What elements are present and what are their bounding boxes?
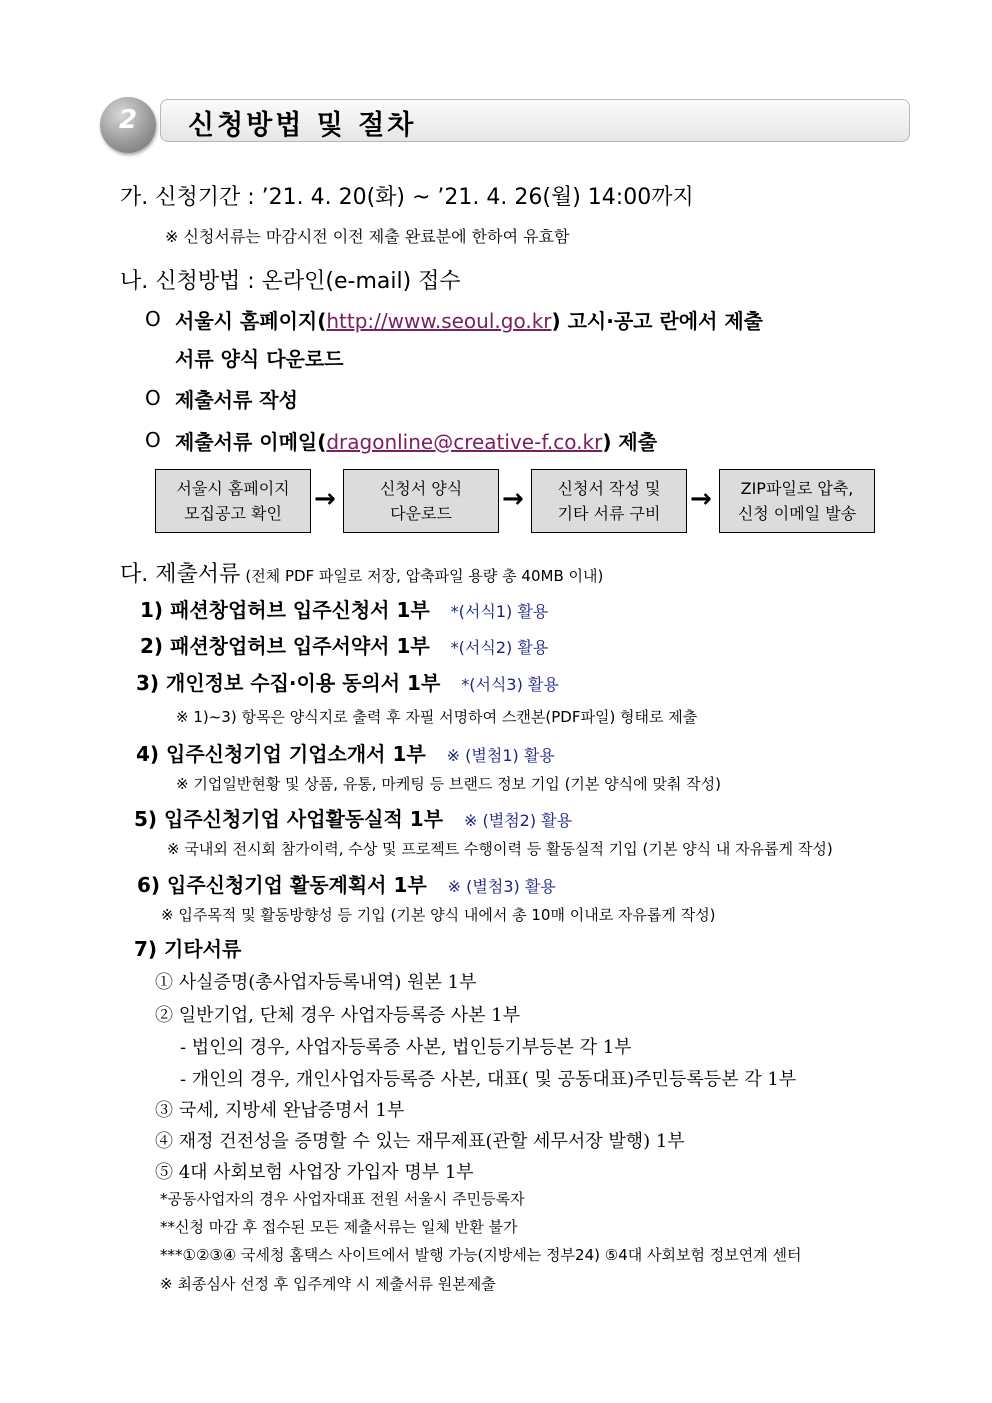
bullet: O <box>145 386 161 410</box>
doc-item-6-text: 6) 입주신청기업 활동계획서 1부 <box>137 873 427 897</box>
flow-arrow-icon: → <box>502 484 524 514</box>
doc-item-3-note: ※ 1)~3) 항목은 양식지로 출력 후 자필 서명하여 스캔본(PDF파일) 형태로 제출 <box>176 708 698 726</box>
doc-item-2-ref: *(서식2) 활용 <box>450 638 549 657</box>
etc-doc-1: ① 사실증명(총사업자등록내역) 원본 1부 <box>155 972 477 993</box>
etc-doc-4: ④ 재정 건전성을 증명할 수 있는 재무제표(관할 세무서장 발행) 1부 <box>155 1131 685 1152</box>
flow-step-4 <box>719 469 875 533</box>
documents-heading: 다. 제출서류 <box>120 562 241 587</box>
doc-item-1-text: 1) 패션창업허브 입주신청서 1부 <box>140 598 430 622</box>
flow-arrow-icon: → <box>314 484 336 514</box>
flow-step-1-line2: 모집공고 확인 <box>184 504 282 523</box>
doc-item-5 <box>134 803 572 832</box>
doc-item-6-note: ※ 입주목적 및 활동방향성 등 기입 (기본 양식 내에서 총 10매 이내로 자유롭게 작성) <box>161 906 716 924</box>
documents-heading-note: (전체 PDF 파일로 저장, 압축파일 용량 총 40MB 이내) <box>245 567 604 585</box>
doc-item-4-note: ※ 기업일반현황 및 상품, 유통, 마케팅 등 브랜드 정보 기입 (기본 양식에 맞춰 작성) <box>176 775 721 793</box>
etc-doc-3: ③ 국세, 지방세 완납증명서 1부 <box>155 1100 405 1121</box>
bullet: O <box>145 428 161 452</box>
documents-heading-row <box>120 557 603 588</box>
method-item-email <box>175 426 657 455</box>
flow-step-2-line1: 신청서 양식 <box>379 479 463 498</box>
flow-step-2-line2: 다운로드 <box>390 504 452 523</box>
method-item-homepage-prefix: 서울시 홈페이지( <box>175 309 327 333</box>
footnote-4: ※ 최종심사 선정 후 입주계약 시 제출서류 원본제출 <box>160 1275 496 1293</box>
doc-item-6-ref: ※ (별첨3) 활용 <box>447 877 556 896</box>
doc-item-5-ref: ※ (별첨2) 활용 <box>464 811 573 830</box>
doc-item-5-note: ※ 국내외 전시회 참가이력, 수상 및 프로젝트 수행이력 등 활동실적 기입 (기본 양식 내 자유롭게 작성) <box>167 840 833 858</box>
doc-item-2 <box>140 630 548 659</box>
method-item-homepage <box>175 305 763 334</box>
section-title: 신청방법 및 절차 <box>188 110 417 141</box>
doc-item-6 <box>137 869 556 898</box>
doc-item-1-ref: *(서식1) 활용 <box>450 602 549 621</box>
doc-item-3-ref: *(서식3) 활용 <box>461 675 559 694</box>
doc-item-4-ref: ※ (별첨1) 활용 <box>446 746 555 765</box>
etc-doc-2a: - 법인의 경우, 사업자등록증 사본, 법인등기부등본 각 1부 <box>180 1037 632 1058</box>
doc-item-1 <box>140 594 548 623</box>
doc-item-3-text: 3) 개인정보 수집·이용 동의서 1부 <box>136 671 441 695</box>
section-number-badge <box>100 97 156 153</box>
flow-step-4-line2: 신청 이메일 발송 <box>737 504 857 523</box>
flow-step-4-line1: ZIP파일로 압축, <box>740 479 854 498</box>
etc-doc-2b: - 개인의 경우, 개인사업자등록증 사본, 대표( 및 공동대표)주민등록등본 각 1부 <box>180 1069 797 1090</box>
footnote-3: ***①②③④ 국세청 홈택스 사이트에서 발행 가능(지방세는 정부24) ⑤4대 사회보험 정보연계 센터 <box>160 1246 802 1264</box>
method-item-email-prefix: 제출서류 이메일( <box>175 430 327 454</box>
doc-item-4 <box>136 738 555 767</box>
method-item-homepage-line2: 서류 양식 다운로드 <box>175 347 344 371</box>
flow-step-3-line2: 기타 서류 구비 <box>557 504 661 523</box>
doc-item-3 <box>136 667 559 696</box>
flow-step-1-line1: 서울시 홈페이지 <box>176 479 290 498</box>
method-item-homepage-suffix: ) 고시·공고 란에서 제출 <box>551 309 764 333</box>
bullet: O <box>145 307 161 331</box>
flow-step-1 <box>155 469 311 533</box>
etc-doc-2: ② 일반기업, 단체 경우 사업자등록증 사본 1부 <box>155 1005 521 1026</box>
footnote-1: *공동사업자의 경우 사업자대표 전원 서울시 주민등록자 <box>160 1190 525 1208</box>
flow-arrow-icon: → <box>690 484 712 514</box>
method-item-email-suffix: ) 제출 <box>602 430 658 454</box>
doc-item-5-text: 5) 입주신청기업 사업활동실적 1부 <box>134 807 444 831</box>
doc-item-2-text: 2) 패션창업허브 입주서약서 1부 <box>140 634 430 658</box>
flow-step-2 <box>343 469 499 533</box>
etc-doc-5: ⑤ 4대 사회보험 사업장 가입자 명부 1부 <box>155 1162 474 1183</box>
footnote-2: **신청 마감 후 접수된 모든 제출서류는 일체 반환 불가 <box>160 1218 518 1236</box>
submission-email-link[interactable]: dragonline@creative-f.co.kr <box>326 430 603 454</box>
flow-step-3 <box>531 469 687 533</box>
application-period-note: ※ 신청서류는 마감시전 이전 제출 완료분에 한하여 유효함 <box>165 227 570 246</box>
flow-step-3-line1: 신청서 작성 및 <box>557 479 661 498</box>
method-item-write: 제출서류 작성 <box>175 388 298 412</box>
seoul-homepage-link[interactable]: http://www.seoul.go.kr <box>326 309 552 333</box>
application-method-heading: 나. 신청방법 : 온라인(e-mail) 접수 <box>120 269 461 294</box>
doc-item-7: 7) 기타서류 <box>134 937 242 961</box>
doc-item-4-text: 4) 입주신청기업 기업소개서 1부 <box>136 742 426 766</box>
section-number: 2 <box>118 105 138 135</box>
application-period: 가. 신청기간 : ’21. 4. 20(화) ~ ’21. 4. 26(월) 14:00까지 <box>120 185 694 210</box>
